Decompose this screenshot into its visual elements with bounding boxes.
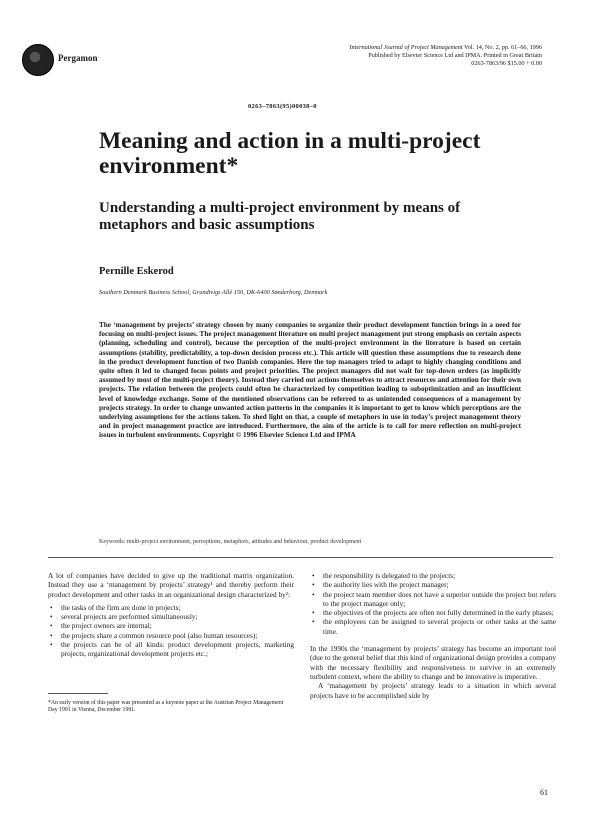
left-bullet-list	[48, 603, 294, 659]
list-item: • the projects share a common resource pool (also human resources);	[48, 631, 294, 640]
section-divider	[48, 557, 553, 558]
intro-paragraph: A lot of companies have decided to give up the traditional matrix organization. Instead they use a ‘management by projects’ strategy¹ and thereby perform their product development and other tasks in an organizational design characterized by²:	[48, 571, 294, 599]
abstract: The ‘management by projects’ strategy chosen by many companies to organize their product development function brings in a need for focusing on multi-project issues. The project management literature on multi project management put strong emphasis on certain aspects (planning, scheduling and control), because the perception of the multi-project environment in the literature is based on certain assumptions (stability, predictability, a top-down decision process etc.). This article will question these assumptions due to research done in the product development function of two Danish companies. Here the top managers tried to adapt to highly changing conditions and quite often it led to changed focus points and project priorities. The project managers did not wait for top-down orders (as implicitly assumed by most of the multi-project theory). Instead they carried out actions themselves to attract resources and attention for their own projects. The relation between the projects could often be characterized by competition leading to suboptimization and an insufficient level of knowledge exchange. Some of the mentioned observations can be referred to as unintended consequences of a management by projects strategy. In order to change unwanted action patterns in the companies it is important to get to know which perceptions are the underlying assumptions for the actions taken. To shed light on that, a couple of metaphors in use in today’s project management theory and in project management practice are introduced. Furthermore, the aim of the article is to call for more reflection on multi-project issues in turbulent environments. Copyright © 1996 Elsevier Science Ltd and IPMA	[99, 321, 521, 440]
article-title: Meaning and action in a multi-project environment*	[99, 128, 481, 179]
right-column	[310, 571, 556, 700]
copyright-line: Published by Elsevier Science Ltd and IPMA. Printed in Great Britain	[368, 52, 542, 59]
list-item: • the employees can be assigned to several projects or other tasks at the same time.	[310, 617, 556, 636]
pergamon-logo	[22, 44, 54, 76]
article-code: 0263–7863(95)00038–0	[248, 103, 317, 110]
list-item: • the project team member does not have a superior outside the project but refers to the project manager only;	[310, 590, 556, 609]
list-item: • the authority lies with the project manager;	[310, 580, 556, 589]
list-item: • the tasks of the firm are done in projects;	[48, 603, 294, 612]
journal-title: International Journal of Project Management	[349, 44, 463, 51]
journal-citation	[242, 44, 542, 52]
list-item: • the objectives of the projects are often not fully determined in the early phases;	[310, 608, 556, 617]
keywords: Keywords: multi-project environment, perceptions, metaphors, attitudes and behaviour, product development	[99, 539, 362, 545]
author-affiliation: Southern Denmark Business School, Grundtvigs Allé 150, DK-6400 Sønderborg, Denmark	[99, 289, 328, 296]
body-paragraph: A ‘management by projects’ strategy leads to a situation in which several projects have to be accomplished side by	[310, 681, 556, 700]
author-name: Pernille Eskerod	[99, 266, 174, 277]
body-paragraph: In the 1990s the ‘management by projects’ strategy has become an important tool (due to the general belief that this kind of organizational design provides a company with the necessary flexibility and responsiveness to survive in an extremely turbulent context, where the ability to change and be innovative is imperative.	[310, 644, 556, 681]
footnote-divider	[48, 693, 108, 694]
list-item: • the projects can be of all kinds: product development projects, marketing projects, organizational development projects etc.;	[48, 640, 294, 659]
page-number: 61	[540, 788, 548, 797]
issn-line: 0263-7863/96 $15.00 + 0.00	[471, 60, 542, 67]
article-subtitle: Understanding a multi-project environment by means of metaphors and basic assumptions	[99, 200, 461, 233]
list-item: • several projects are performed simultaneously;	[48, 612, 294, 621]
list-item: • the responsibility is delegated to the projects;	[310, 571, 556, 580]
journal-header	[242, 44, 542, 68]
footnote: *An early version of this paper was presented as a keynote paper at the Austrian Project Management Day 1991 in Vienna, December 1991.	[48, 700, 284, 714]
right-bullet-list	[310, 571, 556, 636]
list-item: • the project owners are internal;	[48, 621, 294, 630]
publisher-name: Pergamon	[58, 53, 98, 63]
left-column	[48, 571, 294, 659]
journal-details: Vol. 14, No. 2, pp. 61–66, 1996	[462, 44, 542, 51]
